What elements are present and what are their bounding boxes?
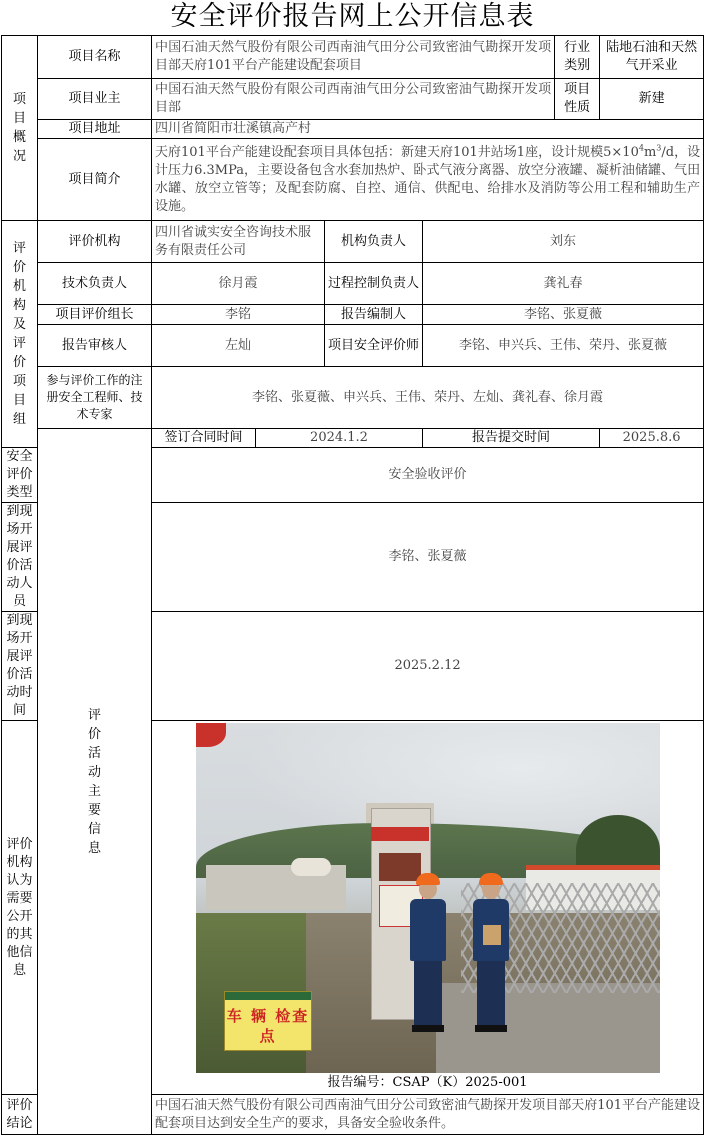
eval-type-label: 安全评价类型: [2, 448, 38, 503]
person-right: [469, 873, 513, 1033]
eval-type-value: 安全验收评价: [152, 448, 704, 503]
process-head-value: 龚礼春: [423, 263, 704, 305]
project-intro-value: 天府101平台产能建设配套项目具体包括：新建天府101井站场1座，设计规模$5\times 10^4m^3/d$，设计压力6.3MPa，主要设备包含水套加热炉、卧式气液分离器、放空分液罐、凝析油储罐、气田水罐、放空立管等；及配套防腐、自控、通信、供配电、给排水及消防等公用工程和辅助生产设施。: [152, 139, 704, 221]
project-address-value: 四川省简阳市壮溪镇高产村: [152, 120, 704, 139]
reviewer-value: 左灿: [152, 325, 325, 367]
engineers-value: 李铭、张夏薇、申兴兵、王伟、荣丹、左灿、龚礼春、徐月霞: [152, 367, 704, 429]
agency-label: 评价机构: [38, 221, 152, 263]
agency-head-label: 机构负责人: [325, 221, 423, 263]
vehicle-checkpoint-sign: 车 辆 检查点: [224, 991, 312, 1051]
section-activity: 评价活动主要信息: [38, 429, 152, 1135]
project-name-value: 中国石油天然气股份有限公司西南油气田分公司致密油气勘探开发项目部天府101平台产能建设配套项目: [152, 36, 555, 79]
project-intro-label: 项目简介: [38, 139, 152, 221]
info-table: [1, 35, 704, 1135]
other-info-cell: [152, 721, 704, 1095]
onsite-staff-label: 到现场开展评价活动人员: [2, 503, 38, 612]
person-left: [406, 873, 450, 1033]
project-name-label: 项目名称: [38, 36, 152, 79]
site-photo: [196, 723, 660, 1073]
onsite-time-value: 2025.2.12: [152, 612, 704, 721]
conclusion-value: 中国石油天然气股份有限公司西南油气田分公司致密油气勘探开发项目部天府101平台产能建设配套项目达到安全生产的要求，具备安全验收条件。: [152, 1095, 704, 1135]
agency-head-value: 刘东: [423, 221, 704, 263]
report-author-value: 李铭、张夏薇: [423, 305, 704, 325]
page-title: 安全评价报告网上公开信息表: [170, 1, 535, 32]
industry-value: 陆地石油和天然气开采业: [600, 36, 704, 79]
contract-time-value: 2024.1.2: [256, 429, 423, 448]
onsite-time-label: 到现场开展评价活动时间: [2, 612, 38, 721]
engineers-label: 参与评价工作的注册安全工程师、技术专家: [38, 367, 152, 429]
section-agency: 评价机构及评价项目组: [2, 221, 38, 448]
section-overview: 项目概况: [2, 36, 38, 221]
report-author-label: 报告编制人: [325, 305, 423, 325]
tech-head-label: 技术负责人: [38, 263, 152, 305]
project-address-label: 项目地址: [38, 120, 152, 139]
agency-value: 四川省诚实安全咨询技术服务有限责任公司: [152, 221, 325, 263]
team-leader-value: 李铭: [152, 305, 325, 325]
assessor-value: 李铭、申兴兵、王伟、荣丹、张夏薇: [423, 325, 704, 367]
nature-value: 新建: [600, 79, 704, 120]
onsite-staff-value: 李铭、张夏薇: [152, 503, 704, 612]
submit-time-value: 2025.8.6: [600, 429, 704, 448]
other-info-label: 评价机构认为需要公开的其他信息: [2, 721, 38, 1095]
project-owner-label: 项目业主: [38, 79, 152, 120]
tech-head-value: 徐月霞: [152, 263, 325, 305]
industry-label: 行业类别: [555, 36, 600, 79]
submit-time-label: 报告提交时间: [423, 429, 600, 448]
report-number: 报告编号：CSAP（K）2025-001: [327, 1075, 528, 1090]
process-head-label: 过程控制负责人: [325, 263, 423, 305]
nature-label: 项目性质: [555, 79, 600, 120]
reviewer-label: 报告审核人: [38, 325, 152, 367]
conclusion-label: 评价结论: [2, 1095, 38, 1135]
contract-time-label: 签订合同时间: [152, 429, 256, 448]
project-owner-value: 中国石油天然气股份有限公司西南油气田分公司致密油气勘探开发项目部: [152, 79, 555, 120]
assessor-label: 项目安全评价师: [325, 325, 423, 367]
team-leader-label: 项目评价组长: [38, 305, 152, 325]
